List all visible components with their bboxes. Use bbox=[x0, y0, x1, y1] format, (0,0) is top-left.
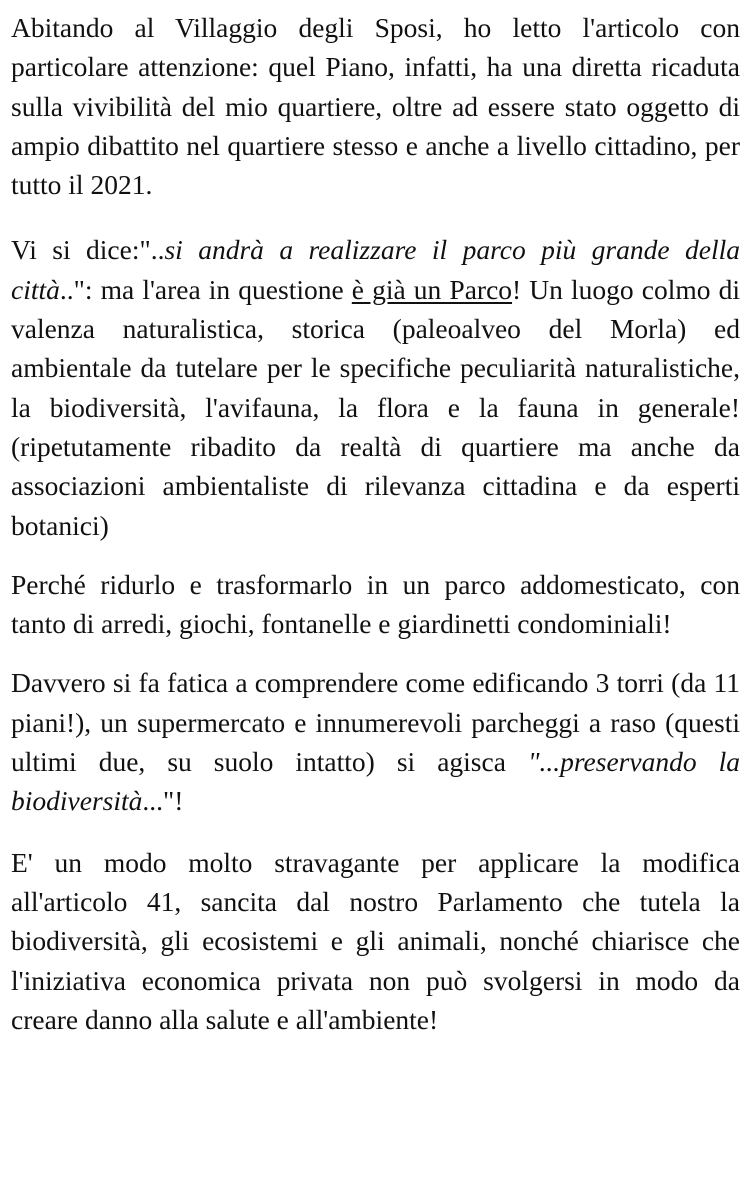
paragraph-1-text: Abitando al Villaggio degli Sposi, ho letto l'articolo con particolare attenzione: quel Piano, infatti, ha una diretta ricaduta sulla vivibilità del mio quartiere, oltre ad essere stato oggetto di ampio dibattito nel quartiere stesso e anche a livello cittadino, per tutto il 2021. bbox=[11, 12, 740, 201]
paragraph-4 bbox=[11, 663, 740, 820]
paragraph-5 bbox=[11, 843, 740, 1039]
paragraph-2 bbox=[11, 230, 740, 544]
paragraph-4-end: ..."! bbox=[142, 785, 184, 817]
paragraph-2-quote: si andrà a realizzare il parco più grande della città bbox=[11, 234, 740, 305]
paragraph-2-lead: Vi si dice:".. bbox=[11, 234, 165, 266]
paragraph-3 bbox=[11, 565, 740, 644]
paragraph-5-text: E' un modo molto stravagante per applicare la modifica all'articolo 41, sancita dal nostro Parlamento che tutela la biodiversità, gli ecosistemi e gli animali, nonché chiarisce che l'iniziativa economica privata non può svolgersi in modo da creare danno alla salute e all'ambiente! bbox=[11, 846, 740, 1035]
paragraph-4-quote: "...preservando la biodiversità bbox=[11, 746, 740, 817]
paragraph-2-after-quote: ..": ma l'area in questione bbox=[59, 273, 352, 305]
paragraph-2-underlined: è già un Parco bbox=[351, 273, 513, 305]
paragraph-3-text: Perché ridurlo e trasformarlo in un parco addomesticato, con tanto di arredi, giochi, fontanelle e giardinetti condominiali! bbox=[11, 568, 740, 640]
paragraph-1 bbox=[11, 8, 740, 204]
paragraph-4-lead: Davvero si fa fatica a comprendere come edificando 3 torri (da 11 piani!), un supermercato e innumerevoli parcheggi a raso (questi ultimi due, su suolo intatto) si agisca bbox=[11, 667, 740, 778]
paragraph-2-rest: ! Un luogo colmo di valenza naturalistica, storica (paleoalveo del Morla) ed ambientale da tutelare per le specifiche peculiarità naturalistiche, la biodiversità, l'avifauna, la flora e la fauna in generale! (ripetutamente ribadito da realtà di quartiere ma anche da associazioni ambientaliste di rilevanza cittadina e da esperti botanici) bbox=[11, 273, 740, 541]
